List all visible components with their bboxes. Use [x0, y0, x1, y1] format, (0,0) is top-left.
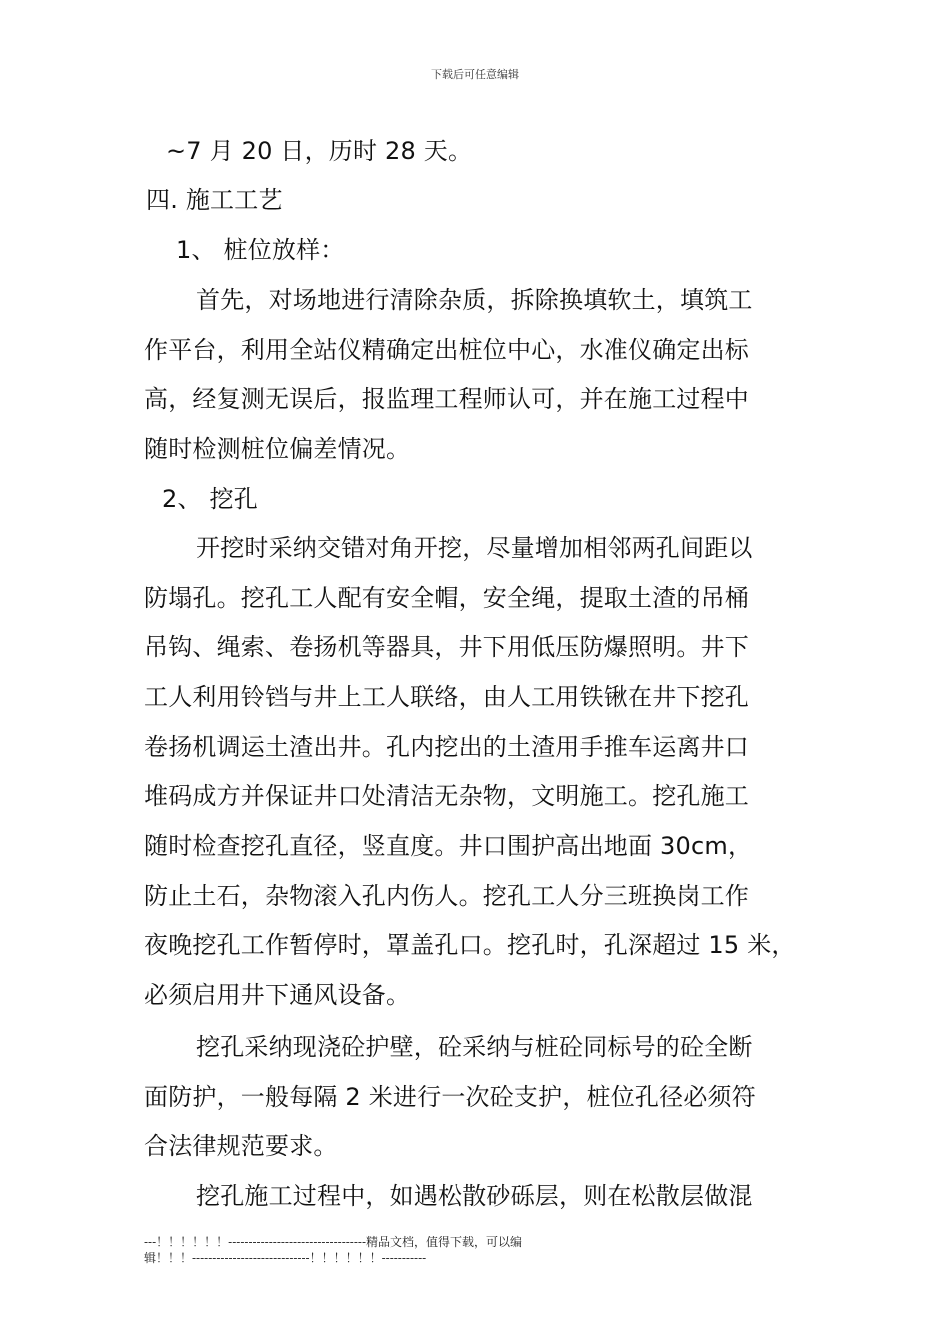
paragraph-line: 吊钩、绳索、卷扬机等器具，井下用低压防爆照明。井下	[144, 633, 749, 661]
paragraph-line: 首先，对场地进行清除杂质，拆除换填软土，填筑工	[196, 286, 753, 314]
paragraph-line: 随时检查挖孔直径，竖直度。井口围护高出地面 30cm，	[144, 832, 753, 860]
paragraph-line: 面防护，一般每隔 2 米进行一次砼支护，桩位孔径必须符	[144, 1083, 756, 1111]
paragraph-line: 作平台，利用全站仪精确定出桩位中心，水准仪确定出标	[144, 336, 749, 364]
paragraph-line: 随时检测桩位偏差情况。	[144, 435, 411, 463]
paragraph-line: 挖孔施工过程中，如遇松散砂砾层，则在松散层做混	[196, 1182, 753, 1210]
body-line: ~7 月 20 日，历时 28 天。	[166, 137, 473, 165]
paragraph-line: 防塌孔。挖孔工人配有安全帽，安全绳，提取土渣的吊桶	[144, 584, 749, 612]
paragraph-line: 高，经复测无误后，报监理工程师认可，并在施工过程中	[144, 385, 749, 413]
paragraph-line: 工人利用铃铛与井上工人联络，由人工用铁锹在井下挖孔	[144, 683, 749, 711]
subsection-heading: 2、 挖孔	[162, 485, 258, 513]
paragraph-line: 必须启用井下通风设备。	[144, 981, 411, 1009]
subsection-heading: 1、 桩位放样：	[176, 236, 345, 264]
page-header: 下载后可任意编辑	[431, 68, 519, 81]
paragraph-line: 挖孔采纳现浇砼护壁，砼采纳与桩砼同标号的砼全断	[196, 1033, 753, 1061]
footer-line-2: 辑！！！-----------------------------！！！！！！-----------	[144, 1251, 427, 1265]
paragraph-line: 卷扬机调运土渣出井。孔内挖出的土渣用手推车运离井口	[144, 733, 749, 761]
paragraph-line: 夜晚挖孔工作暂停时，罩盖孔口。挖孔时，孔深超过 15 米，	[144, 931, 796, 959]
paragraph-line: 开挖时采纳交错对角开挖，尽量增加相邻两孔间距以	[196, 534, 753, 562]
paragraph-line: 合法律规范要求。	[144, 1132, 338, 1160]
section-heading: 四. 施工工艺	[146, 186, 283, 214]
footer-line-1: ---！！！！！！----------------------------------精品文档，值得下载，可以编	[144, 1235, 523, 1249]
paragraph-line: 防止土石，杂物滚入孔内伤人。挖孔工人分三班换岗工作	[144, 882, 749, 910]
paragraph-line: 堆码成方并保证井口处清洁无杂物，文明施工。挖孔施工	[144, 782, 749, 810]
